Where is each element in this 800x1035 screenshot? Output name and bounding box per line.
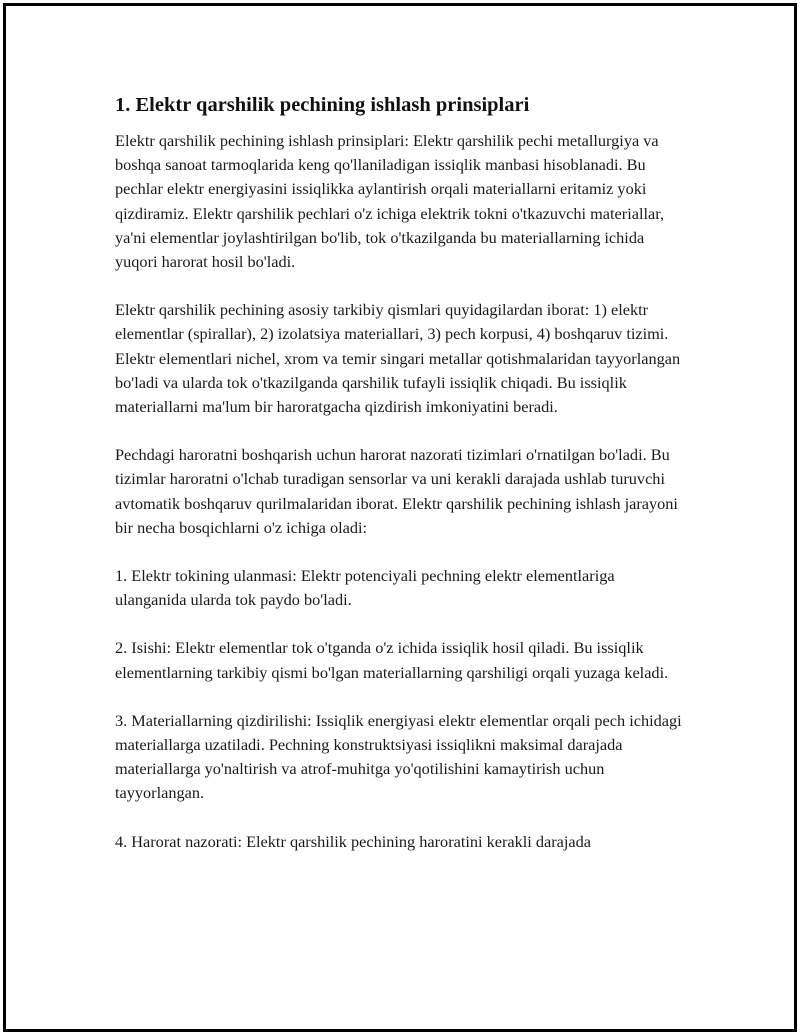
document-body [115, 92, 685, 878]
paragraph-step-2: 2. Isishi: Elektr elementlar tok o'tganda o'z ichida issiqlik hosil qiladi. Bu issiqlik elementlarning tarkibiy qismi bo'lgan materiallarning qarshiligi orqali yuzaga keladi. [115, 638, 669, 682]
paragraph-step-4: 4. Harorat nazorati: Elektr qarshilik pechining haroratini kerakli darajada [115, 831, 592, 851]
section-heading: 1. Elektr qarshilik pechining ishlash prinsiplari [115, 94, 530, 116]
paragraph-step-1: 1. Elektr tokining ulanmasi: Elektr potenciyali pechning elektr elementlariga ulanganida ularda tok paydo bo'ladi. [115, 566, 615, 610]
paragraph-control: Pechdagi haroratni boshqarish uchun harorat nazorati tizimlari o'rnatilgan bo'ladi. Bu tizimlar haroratni o'lchab turadigan sensorlar va uni kerakli darajada ushlab turuvchi avtomatik boshqaruv qurilmalaridan iborat. Elektr qarshilik pechining ishlash jarayoni bir necha bosqichlarni o'z ichiga oladi: [115, 445, 678, 537]
paragraph-components: Elektr qarshilik pechining asosiy tarkibiy qismlari quyidagilardan iborat: 1) elektr elementlar (spirallar), 2) izolatsiya materiallari, 3) pech korpusi, 4) boshqaruv tizimi. Elektr elementlari nichel, xrom va temir singari metallar qotishmalaridan tayyorlangan bo'ladi va ularda tok o'tkazilganda qarshilik tufayli issiqlik chiqadi. Bu issiqlik materiallarni ma'lum bir haroratgacha qizdirish imkoniyatini beradi. [115, 300, 681, 417]
paragraph-step-3: 3. Materiallarning qizdirilishi: Issiqlik energiyasi elektr elementlar orqali pech ichidagi materiallarga uzatiladi. Pechning konstruktsiyasi issiqlikni maksimal darajada materiallarga yo'naltirish va atrof-muhitga yo'qotilishini kamaytirish uchun tayyorlangan. [115, 710, 682, 803]
paragraph-intro: Elektr qarshilik pechining ishlash prinsiplari: Elektr qarshilik pechi metallurgiya va boshqa sanoat tarmoqlarida keng qo'llaniladigan issiqlik manbasi hisoblanadi. Bu pechlar elektr energiyasini issiqlikka aylantirish orqali materiallarni eritamiz yoki qizdiramiz. Elektr qarshilik pechlari o'z ichiga elektrik tokni o'tkazuvchi materiallar, ya'ni elementlar joylashtirilgan bo'lib, tok o'tkazilganda bu materiallarning ichida yuqori harorat hosil bo'ladi. [115, 131, 665, 272]
